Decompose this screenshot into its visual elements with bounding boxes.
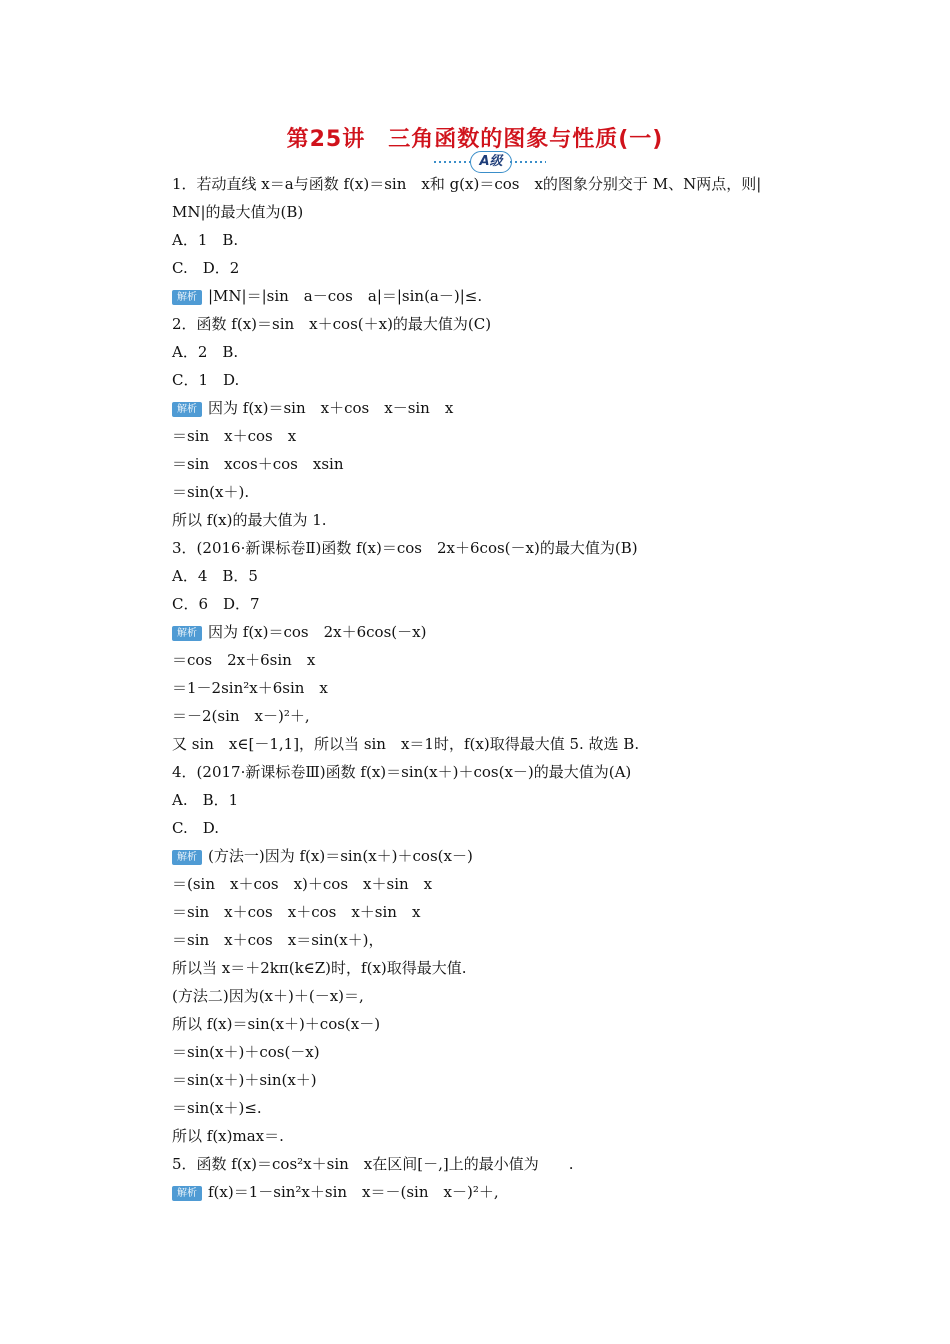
text-line xyxy=(172,1150,822,1178)
text-line xyxy=(172,674,822,702)
text-line xyxy=(172,338,822,366)
line-text: 所以当 x＝＋2kπ(k∈Z)时，f(x)取得最大值. xyxy=(172,959,467,977)
line-text: ＝sin(x＋)＋cos(－x) xyxy=(172,1043,320,1061)
line-text: ＝－2(sin x－)²＋, xyxy=(172,707,310,725)
text-line xyxy=(172,422,822,450)
line-text: 所以 f(x)的最大值为 1. xyxy=(172,511,327,529)
line-text: ＝sin(x＋). xyxy=(172,483,250,501)
text-line xyxy=(172,478,822,506)
dotted-rule-right xyxy=(510,161,546,163)
line-text: |MN|＝|sin a－cos a|＝|sin(a－)|≤. xyxy=(208,287,483,305)
line-text: ＝sin x＋cos x xyxy=(172,427,297,445)
line-text: 3．(2016·新课标卷Ⅱ)函数 f(x)＝cos 2x＋6cos(－x)的最大值为(B) xyxy=(172,539,638,557)
line-text: MN|的最大值为(B) xyxy=(172,203,304,221)
line-text: ＝sin xcos＋cos xsin xyxy=(172,455,344,473)
text-line xyxy=(172,1122,822,1150)
line-text: 2．函数 f(x)＝sin x＋cos(＋x)的最大值为(C) xyxy=(172,315,492,333)
analysis-tag: 解析 xyxy=(172,402,202,417)
line-text: A. B．1 xyxy=(172,791,239,809)
text-line xyxy=(172,170,822,198)
analysis-tag: 解析 xyxy=(172,850,202,865)
line-text: 又 sin x∈[－1,1]，所以当 sin x＝1时，f(x)取得最大值 5. 故选 B. xyxy=(172,735,640,753)
line-text: (方法一)因为 f(x)＝sin(x＋)＋cos(x－) xyxy=(208,847,473,865)
text-line xyxy=(172,898,822,926)
text-line xyxy=(172,814,822,842)
line-text: ＝sin x＋cos x＋cos x＋sin x xyxy=(172,903,421,921)
analysis-tag: 解析 xyxy=(172,1186,202,1201)
line-text: C．1 D. xyxy=(172,371,240,389)
analysis-tag: 解析 xyxy=(172,290,202,305)
text-line xyxy=(172,254,822,282)
line-text: ＝1－2sin²x＋6sin x xyxy=(172,679,328,697)
text-line xyxy=(172,702,822,730)
line-text: A．1 B. xyxy=(172,231,239,249)
line-text: 1．若动直线 x＝a与函数 f(x)＝sin x和 g(x)＝cos x的图象分别交于 M、N两点，则| xyxy=(172,175,762,193)
text-line xyxy=(172,1038,822,1066)
analysis-line xyxy=(172,842,822,870)
page-title: 第25讲 三角函数的图象与性质(一) xyxy=(286,127,664,152)
line-text: ＝sin(x＋)＋sin(x＋) xyxy=(172,1071,317,1089)
text-line xyxy=(172,954,822,982)
line-text: ＝cos 2x＋6sin x xyxy=(172,651,316,669)
line-text: C. D．2 xyxy=(172,259,240,277)
line-text: C．6 D．7 xyxy=(172,595,260,613)
line-text: 4．(2017·新课标卷Ⅲ)函数 f(x)＝sin(x＋)＋cos(x－)的最大值为(A) xyxy=(172,763,632,781)
line-text: A．2 B. xyxy=(172,343,239,361)
text-line xyxy=(172,786,822,814)
text-line xyxy=(172,310,822,338)
line-text: 5．函数 f(x)＝cos²x＋sin x在区间[－,]上的最小值为 . xyxy=(172,1155,574,1173)
line-text: 所以 f(x)max＝. xyxy=(172,1127,284,1145)
analysis-line xyxy=(172,1178,822,1206)
text-line xyxy=(172,506,822,534)
text-line xyxy=(172,562,822,590)
line-text: 所以 f(x)＝sin(x＋)＋cos(x－) xyxy=(172,1015,381,1033)
line-text: 因为 f(x)＝sin x＋cos x－sin x xyxy=(208,399,454,417)
text-line xyxy=(172,1010,822,1038)
line-text: ＝sin(x＋)≤. xyxy=(172,1099,262,1117)
line-text: C. D. xyxy=(172,819,219,837)
text-line xyxy=(172,758,822,786)
line-text: ＝(sin x＋cos x)＋cos x＋sin x xyxy=(172,875,433,893)
line-text: ＝sin x＋cos x＝sin(x＋)， xyxy=(172,931,384,949)
text-line xyxy=(172,226,822,254)
analysis-tag: 解析 xyxy=(172,626,202,641)
analysis-line xyxy=(172,394,822,422)
analysis-line xyxy=(172,282,822,310)
text-line xyxy=(172,366,822,394)
dotted-rule-left xyxy=(434,161,470,163)
text-line xyxy=(172,198,822,226)
text-line xyxy=(172,926,822,954)
text-line xyxy=(172,870,822,898)
text-line xyxy=(172,982,822,1010)
line-text: A．4 B．5 xyxy=(172,567,258,585)
text-line xyxy=(172,1094,822,1122)
text-line xyxy=(172,730,822,758)
analysis-line xyxy=(172,618,822,646)
line-text: 因为 f(x)＝cos 2x＋6cos(－x) xyxy=(208,623,427,641)
document-body xyxy=(172,170,822,1206)
level-badge: A级 xyxy=(470,151,512,173)
text-line xyxy=(172,646,822,674)
line-text: f(x)＝1－sin²x＋sin x＝－(sin x－)²＋, xyxy=(208,1183,499,1201)
text-line xyxy=(172,534,822,562)
text-line xyxy=(172,1066,822,1094)
text-line xyxy=(172,450,822,478)
text-line xyxy=(172,590,822,618)
line-text: (方法二)因为(x＋)＋(－x)＝, xyxy=(172,987,364,1005)
